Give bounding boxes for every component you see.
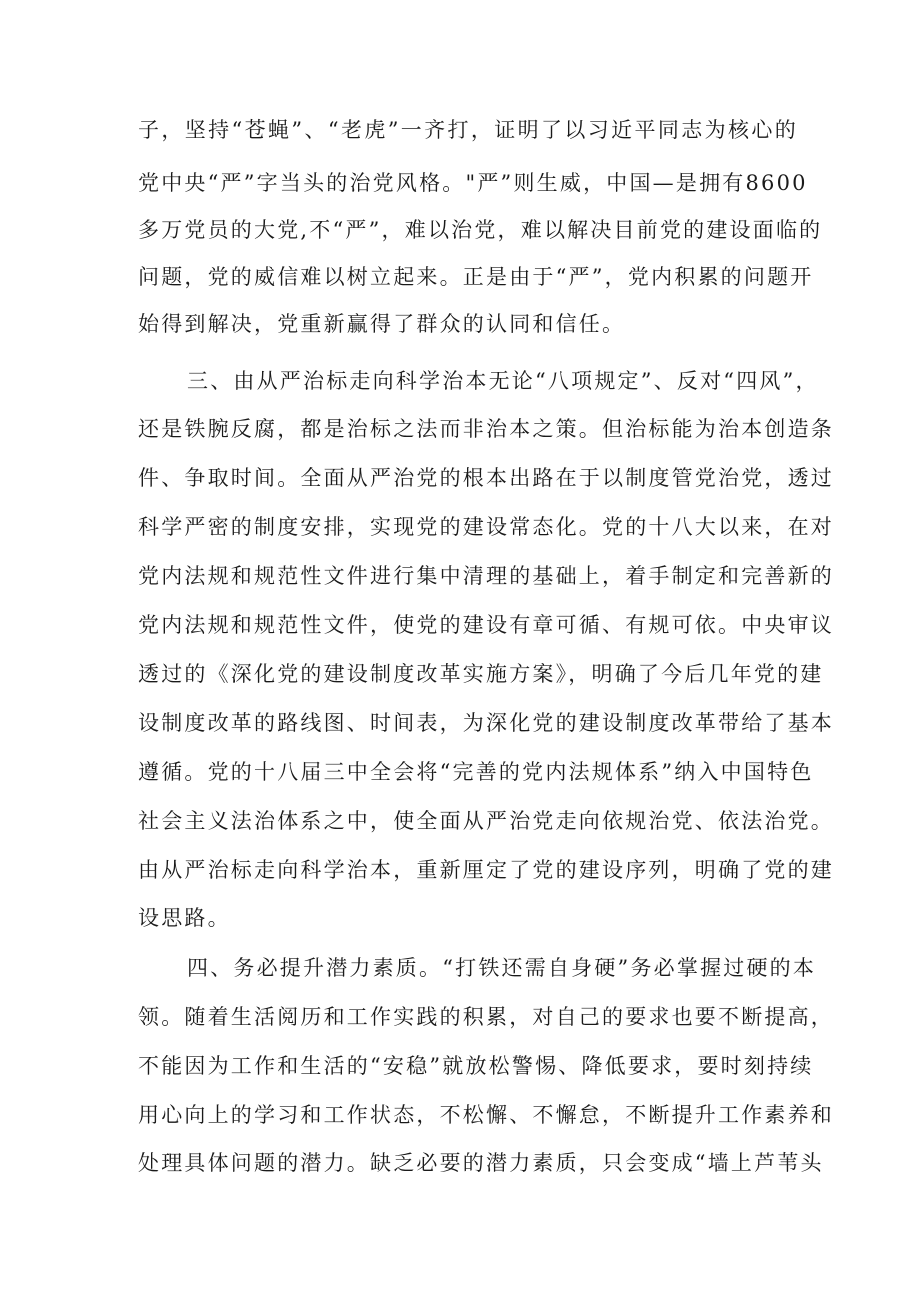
text-line: 社会主义法治体系之中，使全面从严治党走向依规治党、依法治党。: [138, 809, 834, 833]
text-line: 还是铁腕反腐，都是治标之法而非治本之策。但治标能为治本创造条: [138, 417, 834, 441]
text-line: 不能因为工作和生活的“安稳”就放松警惕、降低要求，要时刻持续: [138, 1054, 814, 1078]
text-line: 子，坚持“苍蝇”、“老虎”一齐打，证明了以习近平同志为核心的: [138, 118, 798, 142]
text-line: 遵循。党的十八届三中全会将“完善的党内法规体系”纳入中国特色: [138, 760, 814, 784]
text-line: 由从严治标走向科学治本，重新厘定了党的建设序列，明确了党的建: [138, 858, 834, 882]
text-line: 始得到解决，党重新赢得了群众的认同和信任。: [138, 312, 626, 336]
text-line: 透过的《深化党的建设制度改革实施方案》，明确了今后几年党的建: [138, 662, 824, 686]
text-line: 党内法规和规范性文件，使党的建设有章可循、有规可依。中央审议: [138, 613, 834, 637]
text-line: 科学严密的制度安排，实现党的建设常态化。党的十八大以来，在对: [138, 515, 834, 539]
paragraph-start-line: 四、务必提升潜力素质。“打铁还需自身硬”务必掌握过硬的本: [187, 956, 817, 980]
text-line: 用心向上的学习和工作状态，不松懈、不懈怠，不断提升工作素养和: [138, 1103, 834, 1127]
text-line: 多万党员的大党,不“严”，难以治党，难以解决目前党的建设面临的: [138, 218, 823, 242]
text-line: 处理具体问题的潜力。缺乏必要的潜力素质，只会变成“墙上芦苇头: [138, 1151, 824, 1175]
text-line: 设制度改革的路线图、时间表，为深化党的建设制度改革带给了基本: [138, 711, 834, 735]
text-line: 领。随着生活阅历和工作实践的积累，对自己的要求也要不断提高，: [138, 1005, 834, 1029]
text-line: 设思路。: [138, 906, 231, 930]
text-line: 件、争取时间。全面从严治党的根本出路在于以制度管党治党，透过: [138, 466, 834, 490]
text-line: 问题，党的威信难以树立起来。正是由于“严”，党内积累的问题开: [138, 265, 814, 289]
text-line: 党内法规和规范性文件进行集中清理的基础上，着手制定和完善新的: [138, 564, 834, 588]
text-line: 党中央“严”字当头的治党风格。"严”则生威，中国—是拥有8600: [138, 171, 808, 195]
paragraph-start-line: 三、由从严治标走向科学治本无论“八项规定”、反对“四风”，: [187, 369, 819, 393]
